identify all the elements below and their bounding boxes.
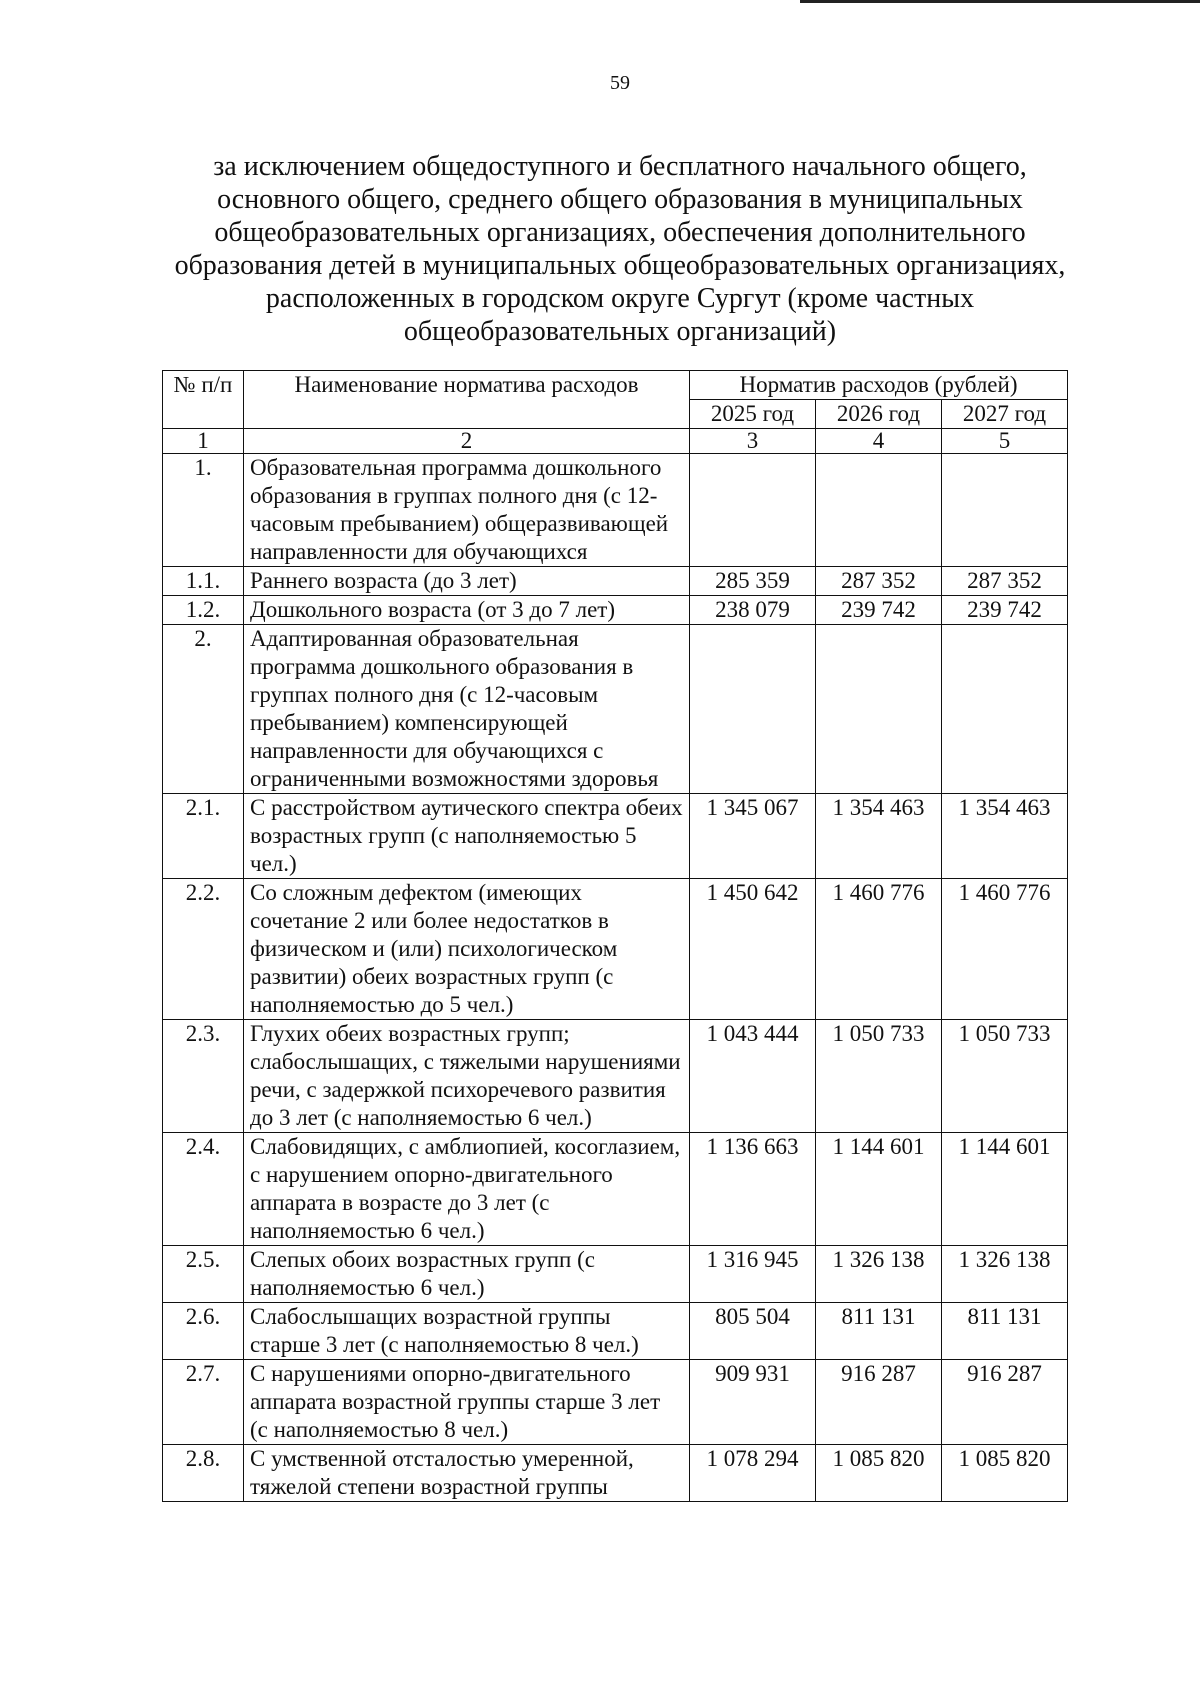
value-2027: 916 287 (942, 1360, 1068, 1445)
row-name: С нарушениями опорно-двигательного аппарата возрастной группы старше 3 лет (с наполняемостью 8 чел.) (244, 1360, 690, 1445)
index-cell: 2 (244, 429, 690, 454)
value-2025 (690, 454, 816, 567)
header-year-2027: 2027 год (942, 400, 1068, 429)
value-2026: 811 131 (816, 1303, 942, 1360)
row-number: 1.2. (163, 596, 244, 625)
row-number: 2.1. (163, 794, 244, 879)
value-2026 (816, 454, 942, 567)
index-cell: 3 (690, 429, 816, 454)
row-number: 1. (163, 454, 244, 567)
header-num-cell: № п/п (163, 371, 244, 429)
row-name: Адаптированная образовательная программа дошкольного образования в группах полного дня (с 12-часовым пребыванием) компенсирующей направленности для обучающихся с ограниченными возможностями здоровья (244, 625, 690, 794)
value-2026: 1 050 733 (816, 1020, 942, 1133)
heading-line: общеобразовательных организаций) (403, 316, 837, 347)
table-row (163, 454, 1068, 567)
table-row (163, 1360, 1068, 1445)
row-name: Со сложным дефектом (имеющих сочетание 2 или более недостатков в физическом и (или) психологическом развитии) обеих возрастных групп (с наполняемостью до 5 чел.) (244, 879, 690, 1020)
row-name: Дошкольного возраста (от 3 до 7 лет) (244, 596, 690, 625)
index-cell: 4 (816, 429, 942, 454)
value-2025 (690, 625, 816, 794)
value-2025: 285 359 (690, 567, 816, 596)
value-2025: 1 316 945 (690, 1246, 816, 1303)
table-row (163, 625, 1068, 794)
table-row (163, 1020, 1068, 1133)
row-name: Глухих обеих возрастных групп; слабослышащих, с тяжелыми нарушениями речи, с задержкой психоречевого развития до 3 лет (с наполняемостью 6 чел.) (244, 1020, 690, 1133)
value-2025: 238 079 (690, 596, 816, 625)
row-name: Слабослышащих возрастной группы старше 3 лет (с наполняемостью 8 чел.) (244, 1303, 690, 1360)
value-2025: 1 078 294 (690, 1445, 816, 1502)
value-2027: 1 085 820 (942, 1445, 1068, 1502)
header-year-2025: 2025 год (690, 400, 816, 429)
value-2027 (942, 625, 1068, 794)
row-number: 2.5. (163, 1246, 244, 1303)
value-2026: 287 352 (816, 567, 942, 596)
value-2026: 239 742 (816, 596, 942, 625)
table-row (163, 1246, 1068, 1303)
row-number: 1.1. (163, 567, 244, 596)
index-cell: 5 (942, 429, 1068, 454)
value-2027: 1 144 601 (942, 1133, 1068, 1246)
heading-line: за исключением общедоступного и бесплатного начального общего, (213, 151, 1027, 182)
row-number: 2.7. (163, 1360, 244, 1445)
value-2026: 1 326 138 (816, 1246, 942, 1303)
table-row (163, 1133, 1068, 1246)
row-number: 2.3. (163, 1020, 244, 1133)
row-name: Раннего возраста (до 3 лет) (244, 567, 690, 596)
row-name: Слабовидящих, с амблиопией, косоглазием, с нарушением опорно-двигательного аппарата в возрасте до 3 лет (с наполняемостью 6 чел.) (244, 1133, 690, 1246)
row-number: 2.8. (163, 1445, 244, 1502)
value-2027: 1 354 463 (942, 794, 1068, 879)
value-2026: 1 144 601 (816, 1133, 942, 1246)
row-number: 2. (163, 625, 244, 794)
row-name: Образовательная программа дошкольного образования в группах полного дня (с 12-часовым пребыванием) общеразвивающей направленности для обучающихся (244, 454, 690, 567)
value-2025: 1 450 642 (690, 879, 816, 1020)
table-row (163, 1303, 1068, 1360)
scan-top-rule (800, 0, 1200, 3)
value-2027: 1 326 138 (942, 1246, 1068, 1303)
row-number: 2.4. (163, 1133, 244, 1246)
table-row (163, 567, 1068, 596)
row-number: 2.6. (163, 1303, 244, 1360)
table-row (163, 596, 1068, 625)
expense-norm-table (162, 370, 1068, 1502)
row-name: С умственной отсталостью умеренной, тяжелой степени возрастной группы (244, 1445, 690, 1502)
value-2025: 805 504 (690, 1303, 816, 1360)
table-index-row (163, 429, 1068, 454)
table-row (163, 879, 1068, 1020)
value-2026: 1 460 776 (816, 879, 942, 1020)
heading-line: основного общего, среднего общего образования в муниципальных (217, 184, 1023, 215)
table-row (163, 1445, 1068, 1502)
table-row (163, 794, 1068, 879)
heading-line: образования детей в муниципальных общеобразовательных организациях, (174, 250, 1066, 281)
value-2027 (942, 454, 1068, 567)
value-2027: 239 742 (942, 596, 1068, 625)
value-2026 (816, 625, 942, 794)
value-2025: 1 345 067 (690, 794, 816, 879)
header-norm-cell: Норматив расходов (рублей) (690, 371, 1068, 400)
heading-line: расположенных в городском округе Сургут (кроме частных (265, 283, 975, 314)
header-year-2026: 2026 год (816, 400, 942, 429)
document-heading (160, 150, 1080, 348)
value-2025: 909 931 (690, 1360, 816, 1445)
row-number: 2.2. (163, 879, 244, 1020)
header-name-cell: Наименование норматива расходов (244, 371, 690, 429)
heading-line: общеобразовательных организациях, обеспечения дополнительного (214, 217, 1026, 248)
value-2027: 287 352 (942, 567, 1068, 596)
value-2026: 916 287 (816, 1360, 942, 1445)
value-2026: 1 354 463 (816, 794, 942, 879)
index-cell: 1 (163, 429, 244, 454)
value-2025: 1 043 444 (690, 1020, 816, 1133)
row-name: Слепых обоих возрастных групп (с наполняемостью 6 чел.) (244, 1246, 690, 1303)
table-header-row (163, 371, 1068, 400)
value-2027: 1 460 776 (942, 879, 1068, 1020)
value-2025: 1 136 663 (690, 1133, 816, 1246)
row-name: С расстройством аутического спектра обеих возрастных групп (с наполняемостью 5 чел.) (244, 794, 690, 879)
page-number: 59 (610, 72, 630, 94)
value-2027: 1 050 733 (942, 1020, 1068, 1133)
value-2026: 1 085 820 (816, 1445, 942, 1502)
value-2027: 811 131 (942, 1303, 1068, 1360)
